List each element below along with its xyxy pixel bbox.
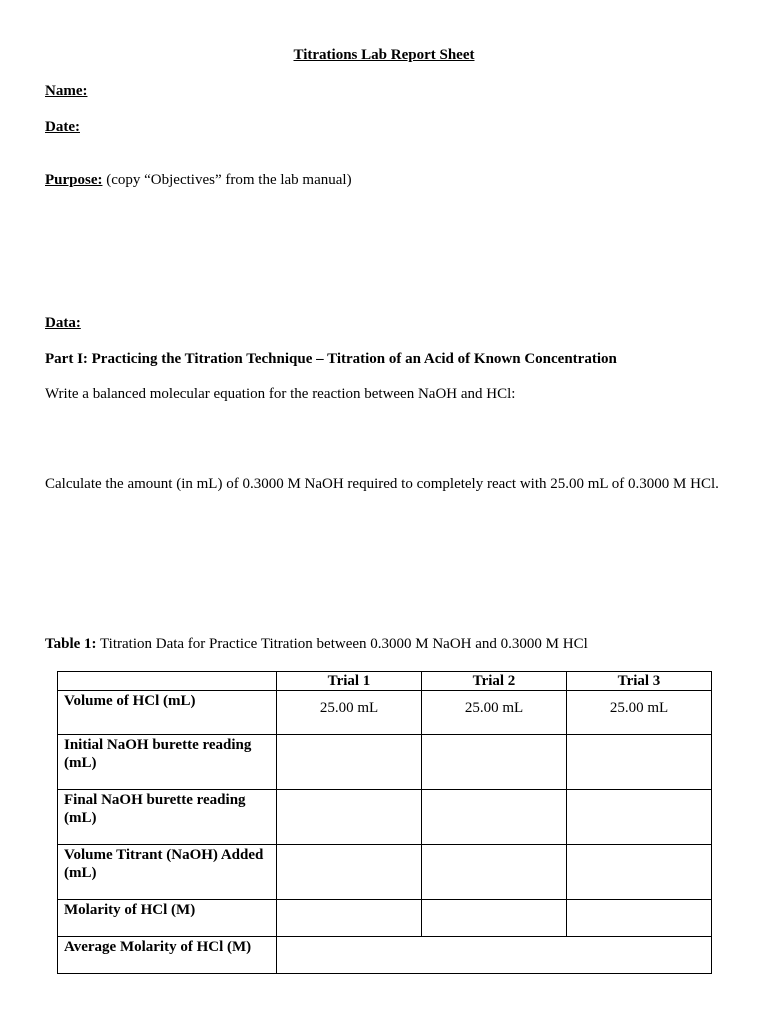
value-cell — [277, 900, 422, 937]
row-label-initial-reading: Initial NaOH burette reading (mL) — [58, 735, 277, 790]
table-row — [58, 845, 712, 900]
table-row — [58, 937, 712, 974]
value-cell-average — [277, 937, 712, 974]
row-label-final-reading: Final NaOH burette reading (mL) — [58, 790, 277, 845]
row-label-volume-hcl: Volume of HCl (mL) — [58, 691, 277, 735]
value-cell — [277, 845, 422, 900]
value-cell — [277, 790, 422, 845]
value-cell — [567, 900, 712, 937]
header-cell-trial-2: Trial 2 — [422, 672, 567, 691]
header-cell-trial-1: Trial 1 — [277, 672, 422, 691]
table-caption-label: Table 1: — [45, 636, 97, 652]
value-cell — [567, 790, 712, 845]
header-cell-trial-3: Trial 3 — [567, 672, 712, 691]
value-cell — [277, 735, 422, 790]
value-cell — [422, 735, 567, 790]
row-label-volume-titrant: Volume Titrant (NaOH) Added (mL) — [58, 845, 277, 900]
value-cell — [422, 900, 567, 937]
value-cell: 25.00 mL — [422, 691, 567, 735]
value-cell — [567, 845, 712, 900]
part1-heading: Part I: Practicing the Titration Technique – Titration of an Acid of Known Concentration — [45, 351, 617, 367]
purpose-line — [45, 172, 352, 189]
data-label: Data: — [45, 315, 81, 331]
name-label: Name: — [45, 83, 88, 99]
table-row — [58, 900, 712, 937]
row-label-molarity-hcl: Molarity of HCl (M) — [58, 900, 277, 937]
row-label-average-molarity: Average Molarity of HCl (M) — [58, 937, 277, 974]
date-label: Date: — [45, 119, 80, 135]
purpose-text: (copy “Objectives” from the lab manual) — [102, 172, 352, 188]
purpose-label: Purpose: — [45, 172, 103, 188]
table-caption — [45, 636, 588, 653]
header-cell-blank — [58, 672, 277, 691]
value-cell — [422, 845, 567, 900]
table-row — [58, 735, 712, 790]
value-cell: 25.00 mL — [567, 691, 712, 735]
document-title: Titrations Lab Report Sheet — [293, 47, 475, 63]
calculation-prompt: Calculate the amount (in mL) of 0.3000 M NaOH required to completely react with 25.00 mL of 0.3000 M HCl. — [45, 476, 719, 492]
value-cell — [422, 790, 567, 845]
table-row — [58, 790, 712, 845]
table-row — [58, 691, 712, 735]
value-cell: 25.00 mL — [277, 691, 422, 735]
titration-data-table — [57, 671, 712, 974]
table-header-row — [58, 672, 712, 691]
equation-prompt: Write a balanced molecular equation for the reaction between NaOH and HCl: — [45, 386, 516, 402]
value-cell — [567, 735, 712, 790]
table-caption-text: Titration Data for Practice Titration between 0.3000 M NaOH and 0.3000 M HCl — [96, 636, 588, 652]
